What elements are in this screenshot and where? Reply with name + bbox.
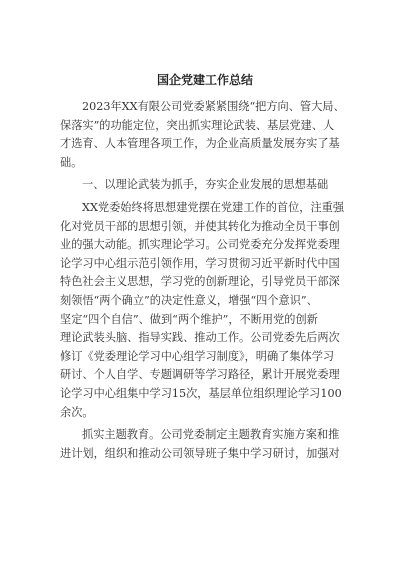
text-line: 一、以理论武装为抓手，夯实企业发展的思想基础: [82, 178, 329, 192]
section-heading: [60, 176, 350, 195]
theory-study-paragraph: [60, 199, 350, 422]
text-line: 修订《党委理论学习中心组学习制度》，明确了集体学习: [60, 349, 335, 363]
text-line: 进计划，组织和推动公司领导班子集中学习研讨，加强对: [60, 446, 340, 460]
text-line: 特色社会主义思想，学习党的创新理论，引导党员干部深: [60, 275, 340, 289]
text-line: 论学习中心组集中学习15次，基层单位组织理论学习100: [60, 386, 342, 400]
intro-paragraph: [60, 98, 350, 172]
text-line: 才选育、人本管理各项工作，为企业高质量发展夯实了基: [60, 137, 340, 151]
text-line: 抓实主题教育。公司党委制定主题教育实施方案和推: [82, 428, 340, 442]
text-line: 论学习中心组示范引领作用，学习贯彻习近平新时代中国: [60, 256, 340, 270]
text-line: 化对党员干部的思想引领，并使其转化为推动全员干事创: [60, 219, 340, 233]
text-line: 础。: [60, 155, 83, 169]
text-line: 2023年XX有限公司党委紧紧围绕“把方向、管大局、: [82, 100, 345, 113]
text-line: 保落实”的功能定位，突出抓实理论武装、基层党建、人: [60, 118, 335, 132]
text-line: XX党委始终将思想建党摆在党建工作的首位，注重强: [82, 200, 345, 214]
text-line: 余次。: [60, 405, 94, 419]
text-line: 坚定“四个自信”、做到“两个维护”，不断用党的创新: [60, 312, 318, 326]
theme-education-paragraph: [60, 426, 350, 463]
text-line: 刻领悟“两个确立”的决定性意义，增强“四个意识”、: [60, 293, 318, 307]
text-line: 研讨、个人自学、专题调研等学习路径，累计开展党委理: [60, 368, 340, 382]
text-line: 理论武装头脑、指导实践、推动工作。公司党委先后两次: [60, 331, 340, 345]
text-line: 业的强大动能。抓实理论学习。公司党委充分发挥党委理: [60, 238, 340, 252]
document-title: 国企党建工作总结: [156, 73, 253, 87]
document-body: [60, 98, 350, 467]
